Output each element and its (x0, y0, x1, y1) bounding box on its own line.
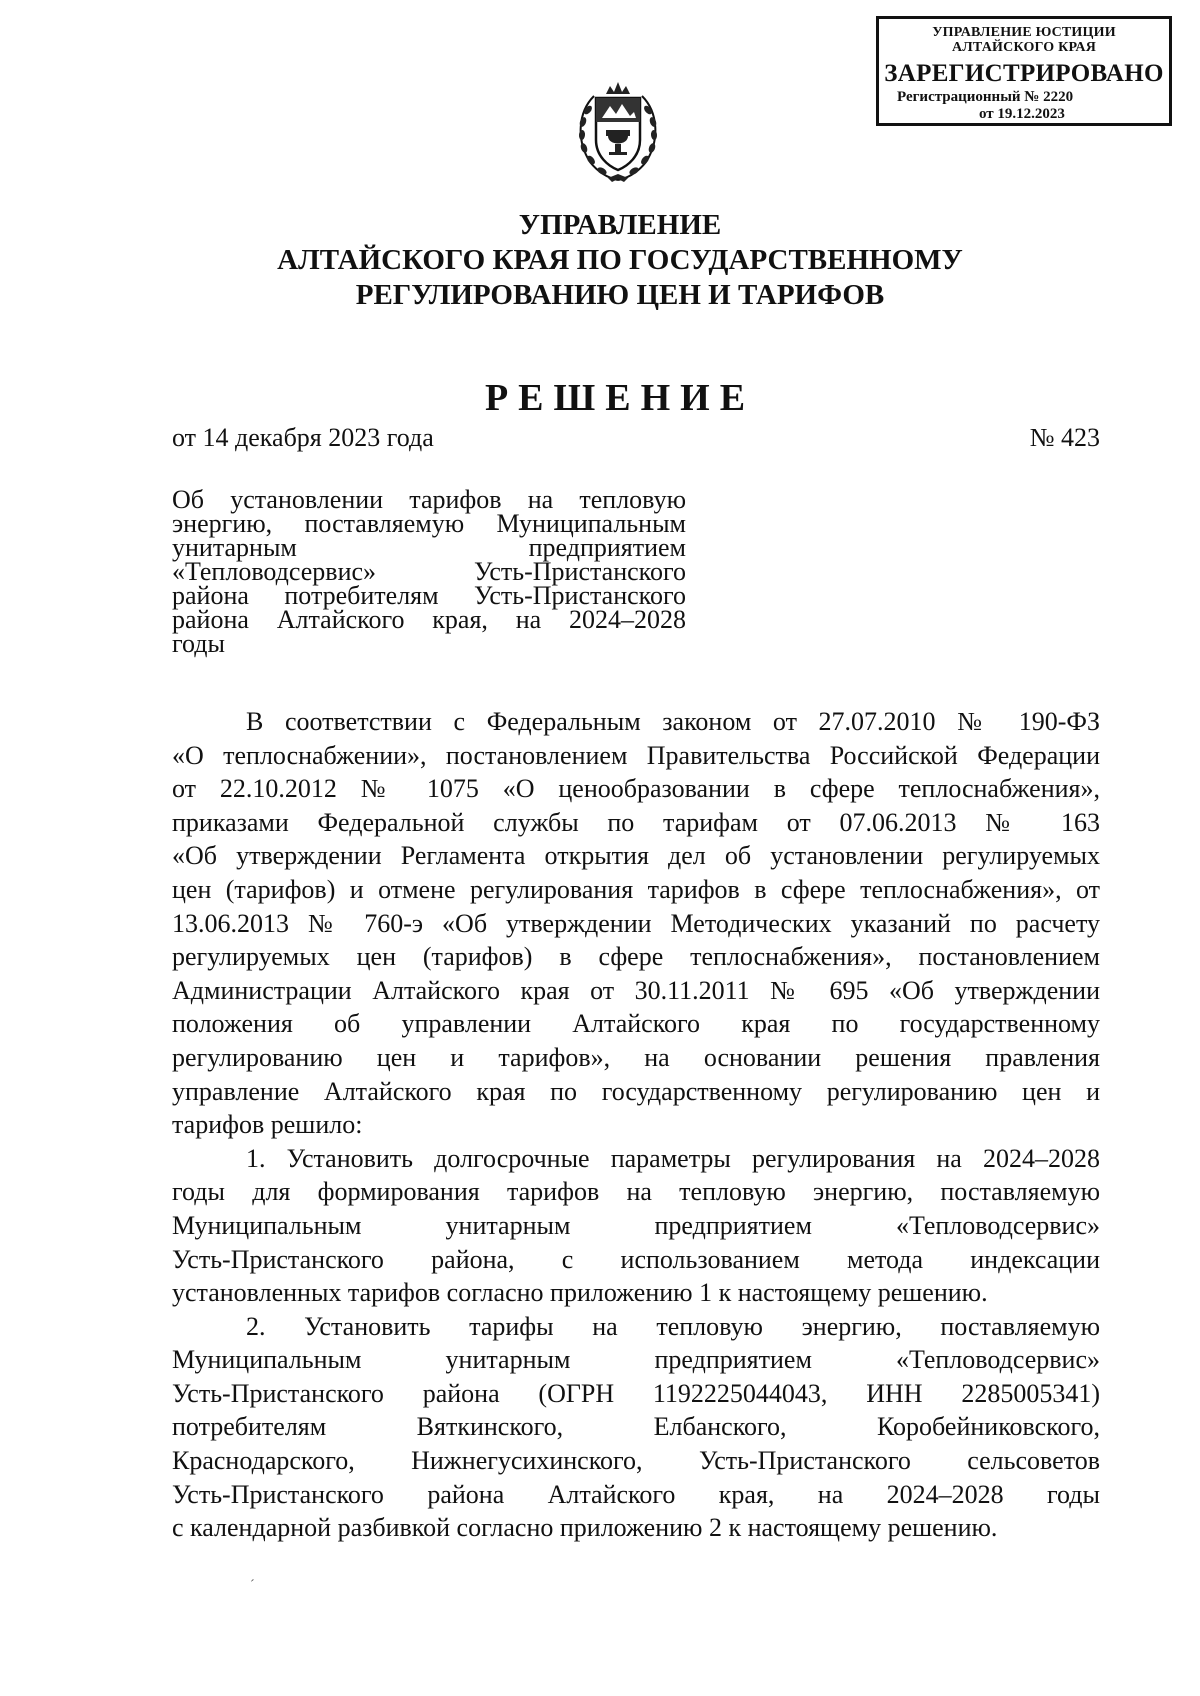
subject-line: района потребителям Усть-Пристанского (172, 581, 686, 610)
stamp-reg-date: от 19.12.2023 (979, 106, 1065, 122)
body-line: 2. Установить тарифы на тепловую энергию, поставляемую (246, 1311, 1100, 1341)
registration-stamp (876, 16, 1172, 126)
body-line: 13.06.2013 № 760-э «Об утверждении Методических указаний по расчету (172, 908, 1100, 938)
subject-line: годы (172, 629, 225, 658)
body-line: годы для формирования тарифов на тепловую энергию, поставляемую (172, 1177, 1100, 1207)
body-line: Администрации Алтайского края от 30.11.2011 № 695 «Об утверждении (172, 975, 1100, 1005)
body-line: положения об управлении Алтайского края по государственному (172, 1009, 1100, 1039)
subject-line: «Тепловодсервис» Усть-Пристанского (172, 557, 686, 586)
body-line: регулированию цен и тарифов», на основании решения правления (172, 1042, 1100, 1072)
document-title: РЕШЕНИЕ (484, 377, 756, 419)
header-line1: УПРАВЛЕНИЕ (518, 209, 722, 241)
body-line: 1. Установить долгосрочные параметры регулирования на 2024–2028 (246, 1143, 1100, 1173)
body-line: Муниципальным унитарным предприятием «Тепловодсервис» (172, 1210, 1100, 1240)
body-line: от 22.10.2012 № 1075 «О ценообразовании в сфере теплоснабжения», (172, 774, 1100, 804)
body-line: с календарной разбивкой согласно приложению 2 к настоящему решению. (172, 1513, 998, 1543)
header-line2: АЛТАЙСКОГО КРАЯ ПО ГОСУДАРСТВЕННОМУ (277, 244, 963, 276)
stamp-status: ЗАРЕГИСТРИРОВАНО (884, 60, 1164, 87)
subject-line: энергию, поставляемую Муниципальным (172, 509, 686, 538)
subject-line: Об установлении тарифов на тепловую (172, 485, 686, 514)
header-line3: РЕГУЛИРОВАНИЮ ЦЕН И ТАРИФОВ (355, 279, 885, 311)
subject-block (172, 485, 686, 658)
decision-number: № 423 (1029, 423, 1100, 452)
date-number-line (172, 423, 1100, 453)
body-line: цен (тарифов) и отмене регулирования тарифов в сфере теплоснабжения», от (172, 874, 1100, 904)
body-line: регулируемых цен (тарифов) в сфере теплоснабжения», постановлением (172, 942, 1100, 972)
stamp-reg-number: Регистрационный № 2220 (897, 89, 1074, 105)
stray-mark: ´ (250, 1578, 255, 1593)
subject-line: унитарным предприятием (172, 533, 686, 562)
altai-coat-of-arms-icon (572, 78, 664, 184)
body-line: В соответствии с Федеральным законом от 27.07.2010 № 190-ФЗ (246, 707, 1100, 736)
stamp-org-line2: АЛТАЙСКОГО КРАЯ (951, 40, 1097, 55)
body-line: управление Алтайского края по государственному регулированию цен и (172, 1076, 1100, 1106)
body-line: Краснодарского, Нижнегусихинского, Усть-Пристанского сельсоветов (172, 1446, 1100, 1476)
body-line: потребителям Вяткинского, Елбанского, Коробейниковского, (172, 1412, 1100, 1442)
stamp-org-line1: УПРАВЛЕНИЕ ЮСТИЦИИ (932, 25, 1116, 40)
body-line: Усть-Пристанского района Алтайского края, на 2024–2028 годы (172, 1479, 1100, 1509)
body-line: «О теплоснабжении», постановлением Правительства Российской Федерации (172, 740, 1100, 770)
decision-body (172, 705, 1100, 1545)
body-line: тарифов решило: (172, 1110, 363, 1140)
body-line: Муниципальным унитарным предприятием «Тепловодсервис» (172, 1345, 1100, 1375)
body-line: Усть-Пристанского района (ОГРН 1192225044043, ИНН 2285005341) (172, 1378, 1100, 1408)
subject-line: района Алтайского края, на 2024–2028 (172, 605, 686, 634)
body-line: «Об утверждении Регламента открытия дел об установлении регулируемых (172, 841, 1100, 871)
body-line: установленных тарифов согласно приложению 1 к настоящему решению. (172, 1278, 988, 1308)
issuer-header (120, 208, 1120, 313)
body-line: Усть-Пристанского района, с использованием метода индексации (172, 1244, 1100, 1274)
body-line: приказами Федеральной службы по тарифам от 07.06.2013 № 163 (172, 807, 1100, 837)
decision-date: от 14 декабря 2023 года (172, 423, 434, 452)
